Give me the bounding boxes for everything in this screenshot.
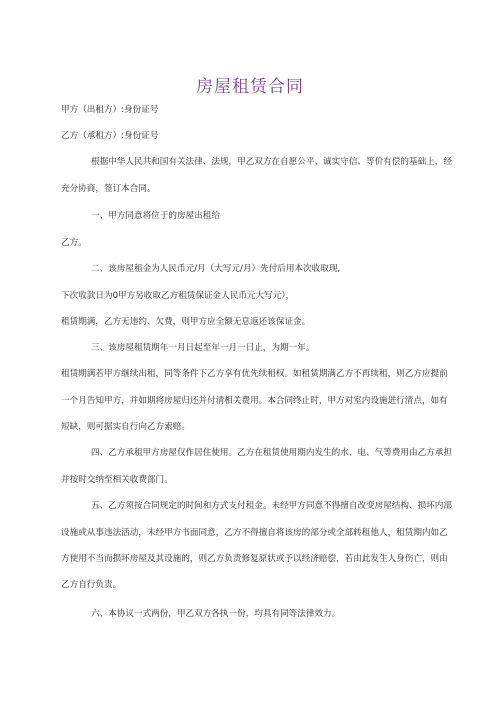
clause-4-line-1: 四、乙方承租甲方房屋仅作居住使用。乙方在租赁使用期内发生的水、电、气等费用由乙方承担 bbox=[91, 448, 452, 458]
clause-1-line-1: 一、甲方同意将位于的房屋出租给 bbox=[91, 211, 220, 221]
clause-3-line-4: 短缺，则可据实自行向乙方索赔。 bbox=[61, 422, 190, 432]
clause-3-line-3: 一个月告知甲方，并如期将房屋归还并付清相关费用。本合同终止时，甲方对室内设施进行清点，如有 bbox=[61, 396, 448, 406]
preamble-line-2: 充分协商，签订本合同。 bbox=[61, 184, 156, 194]
clause-2-line-1: 二、该房屋租金为人民币元/月（大写元/月）先付后用本次收取现, bbox=[91, 264, 341, 274]
clause-1-line-2: 乙方。 bbox=[61, 238, 87, 248]
clause-5-line-2: 设施或从事违法活动，未经甲方书面同意，乙方不得擅自将该房的部分或全部转租他人，租赁期内如乙 bbox=[61, 528, 448, 538]
clause-3-line-2: 租赁期满若甲方继续出租，同等条件下乙方享有优先续租权。如租赁期满乙方不再续租，则乙方应提前 bbox=[61, 369, 448, 379]
clause-5-line-4: 乙方自行负责。 bbox=[61, 580, 122, 590]
party-a-line: 甲方（出租方）:身份证号 bbox=[61, 105, 159, 115]
clause-2-line-3: 租赁期满，乙方无违约、欠费，则甲方应全额无息返还该保证金。 bbox=[61, 317, 311, 327]
clause-6-line-1: 六、本协议一式两份，甲乙双方各执一份，均具有同等法律效力。 bbox=[91, 609, 341, 619]
page-title: 房屋租赁合同 bbox=[196, 77, 304, 97]
clause-5-line-3: 方使用不当而损坏房屋及其设施的，则乙方负责修复原状或予以经济赔偿，若由此发生人身伤亡，则由 bbox=[61, 554, 448, 564]
preamble-line-1: 根据中华人民共和国有关法律、法规，甲乙双方在自愿公平、诚实守信、等价有偿的基础上，经 bbox=[91, 157, 452, 167]
clause-3-line-1: 三、该房屋租赁期年一月日起至年一月一日止，为期一年。 bbox=[91, 343, 315, 353]
clause-5-line-1: 五、乙方须按合同规定的时间和方式支付租金。未经甲方同意不得擅自改变房屋结构、损坏内部 bbox=[91, 501, 452, 511]
clause-4-line-2: 并按时交纳至相关收费部门。 bbox=[61, 475, 173, 485]
party-b-line: 乙方（承租方）:身份证号 bbox=[61, 131, 159, 141]
clause-2-line-2: 下次收款日为0甲方另收取乙方租赁保证金人民币元大写元）， bbox=[61, 291, 295, 301]
